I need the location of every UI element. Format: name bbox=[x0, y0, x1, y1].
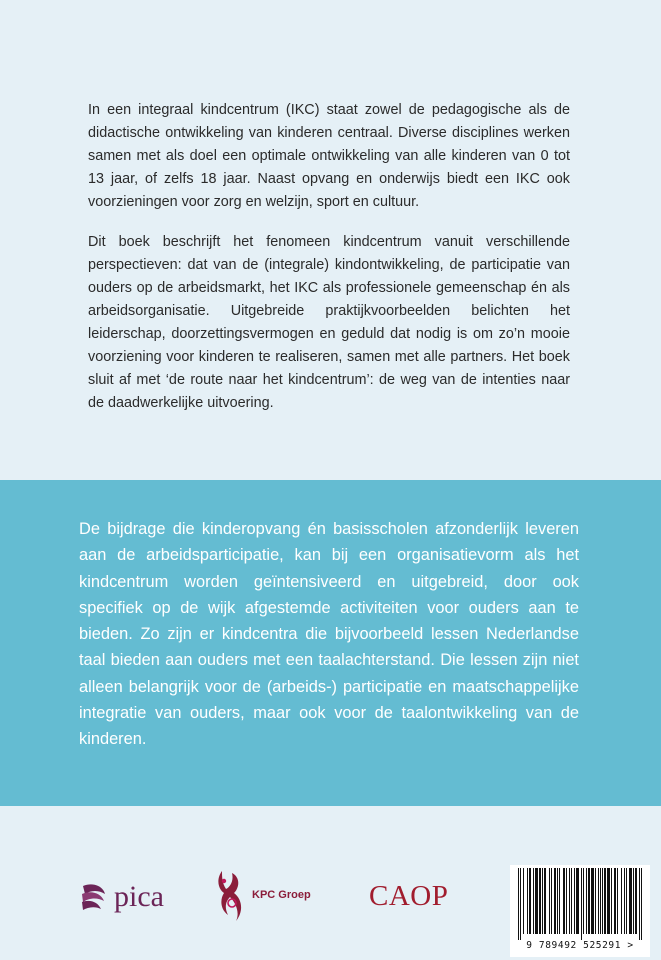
description-paragraph-2: Dit boek beschrijft het fenomeen kindcentrum vanuit verschillende perspectieven: dat van de (integrale) kindontwikkeling, de participatie van ouders op de arbeidsmarkt, het IKC als professionele gemeenschap én als arbeidsorganisatie. Uitgebreide praktijkvoorbeelden belichten het leiderschap, doorzettingsvermogen en geduld dat nodig is om zo’n mooie voorziening voor kinderen te realiseren, samen met alle partners. Het boek sluit af met ‘de route naar het kindcentrum’: de weg van de intenties naar de daadwerkelijke uitvoering. bbox=[88, 234, 570, 411]
pica-logo bbox=[79, 877, 164, 917]
kpc-logo bbox=[212, 867, 311, 923]
publisher-logos bbox=[0, 850, 661, 960]
pica-emblem-icon bbox=[79, 880, 109, 914]
kpc-emblem-icon bbox=[212, 867, 246, 923]
quote-text: De bijdrage die kinderopvang én basisscholen afzonderlijk leveren aan de arbeidsparticipatie, kan bij een organisatievorm als het kindcentrum worden geïntensiveerd en uitgebreid, door ook specifiek op de wijk afgestemde activiteiten voor ouders aan te bieden. Zo zijn er kindcentra die bijvoorbeeld lessen Nederlandse taal bieden aan ouders met een taalachterstand. Die lessen zijn niet alleen belangrijk voor de (arbeids-) participatie en maatschappelijke integratie van ouders, maar ook voor de taalontwikkeling van de kinderen. bbox=[79, 520, 579, 749]
description-paragraph-1: In een integraal kindcentrum (IKC) staat zowel de pedagogische als de didactische ontwikkeling van kinderen centraal. Diverse disciplines werken samen met als doel een optimale ontwikkeling van alle kinderen van 0 tot 13 jaar, of zelfs 18 jaar. Naast opvang en onderwijs biedt een IKC ook voorzieningen voor zorg en welzijn, sport en cultuur. bbox=[88, 102, 570, 210]
pica-wordmark: pica bbox=[114, 880, 164, 913]
kpc-wordmark: KPC Groep bbox=[252, 889, 311, 901]
isbn-digits: 9 789492 525291 > bbox=[526, 940, 634, 951]
caop-logo: CAOP bbox=[369, 880, 449, 912]
back-cover-description bbox=[88, 99, 570, 432]
isbn-barcode bbox=[510, 865, 650, 957]
barcode-bars bbox=[518, 868, 642, 940]
quote-block bbox=[79, 516, 579, 753]
